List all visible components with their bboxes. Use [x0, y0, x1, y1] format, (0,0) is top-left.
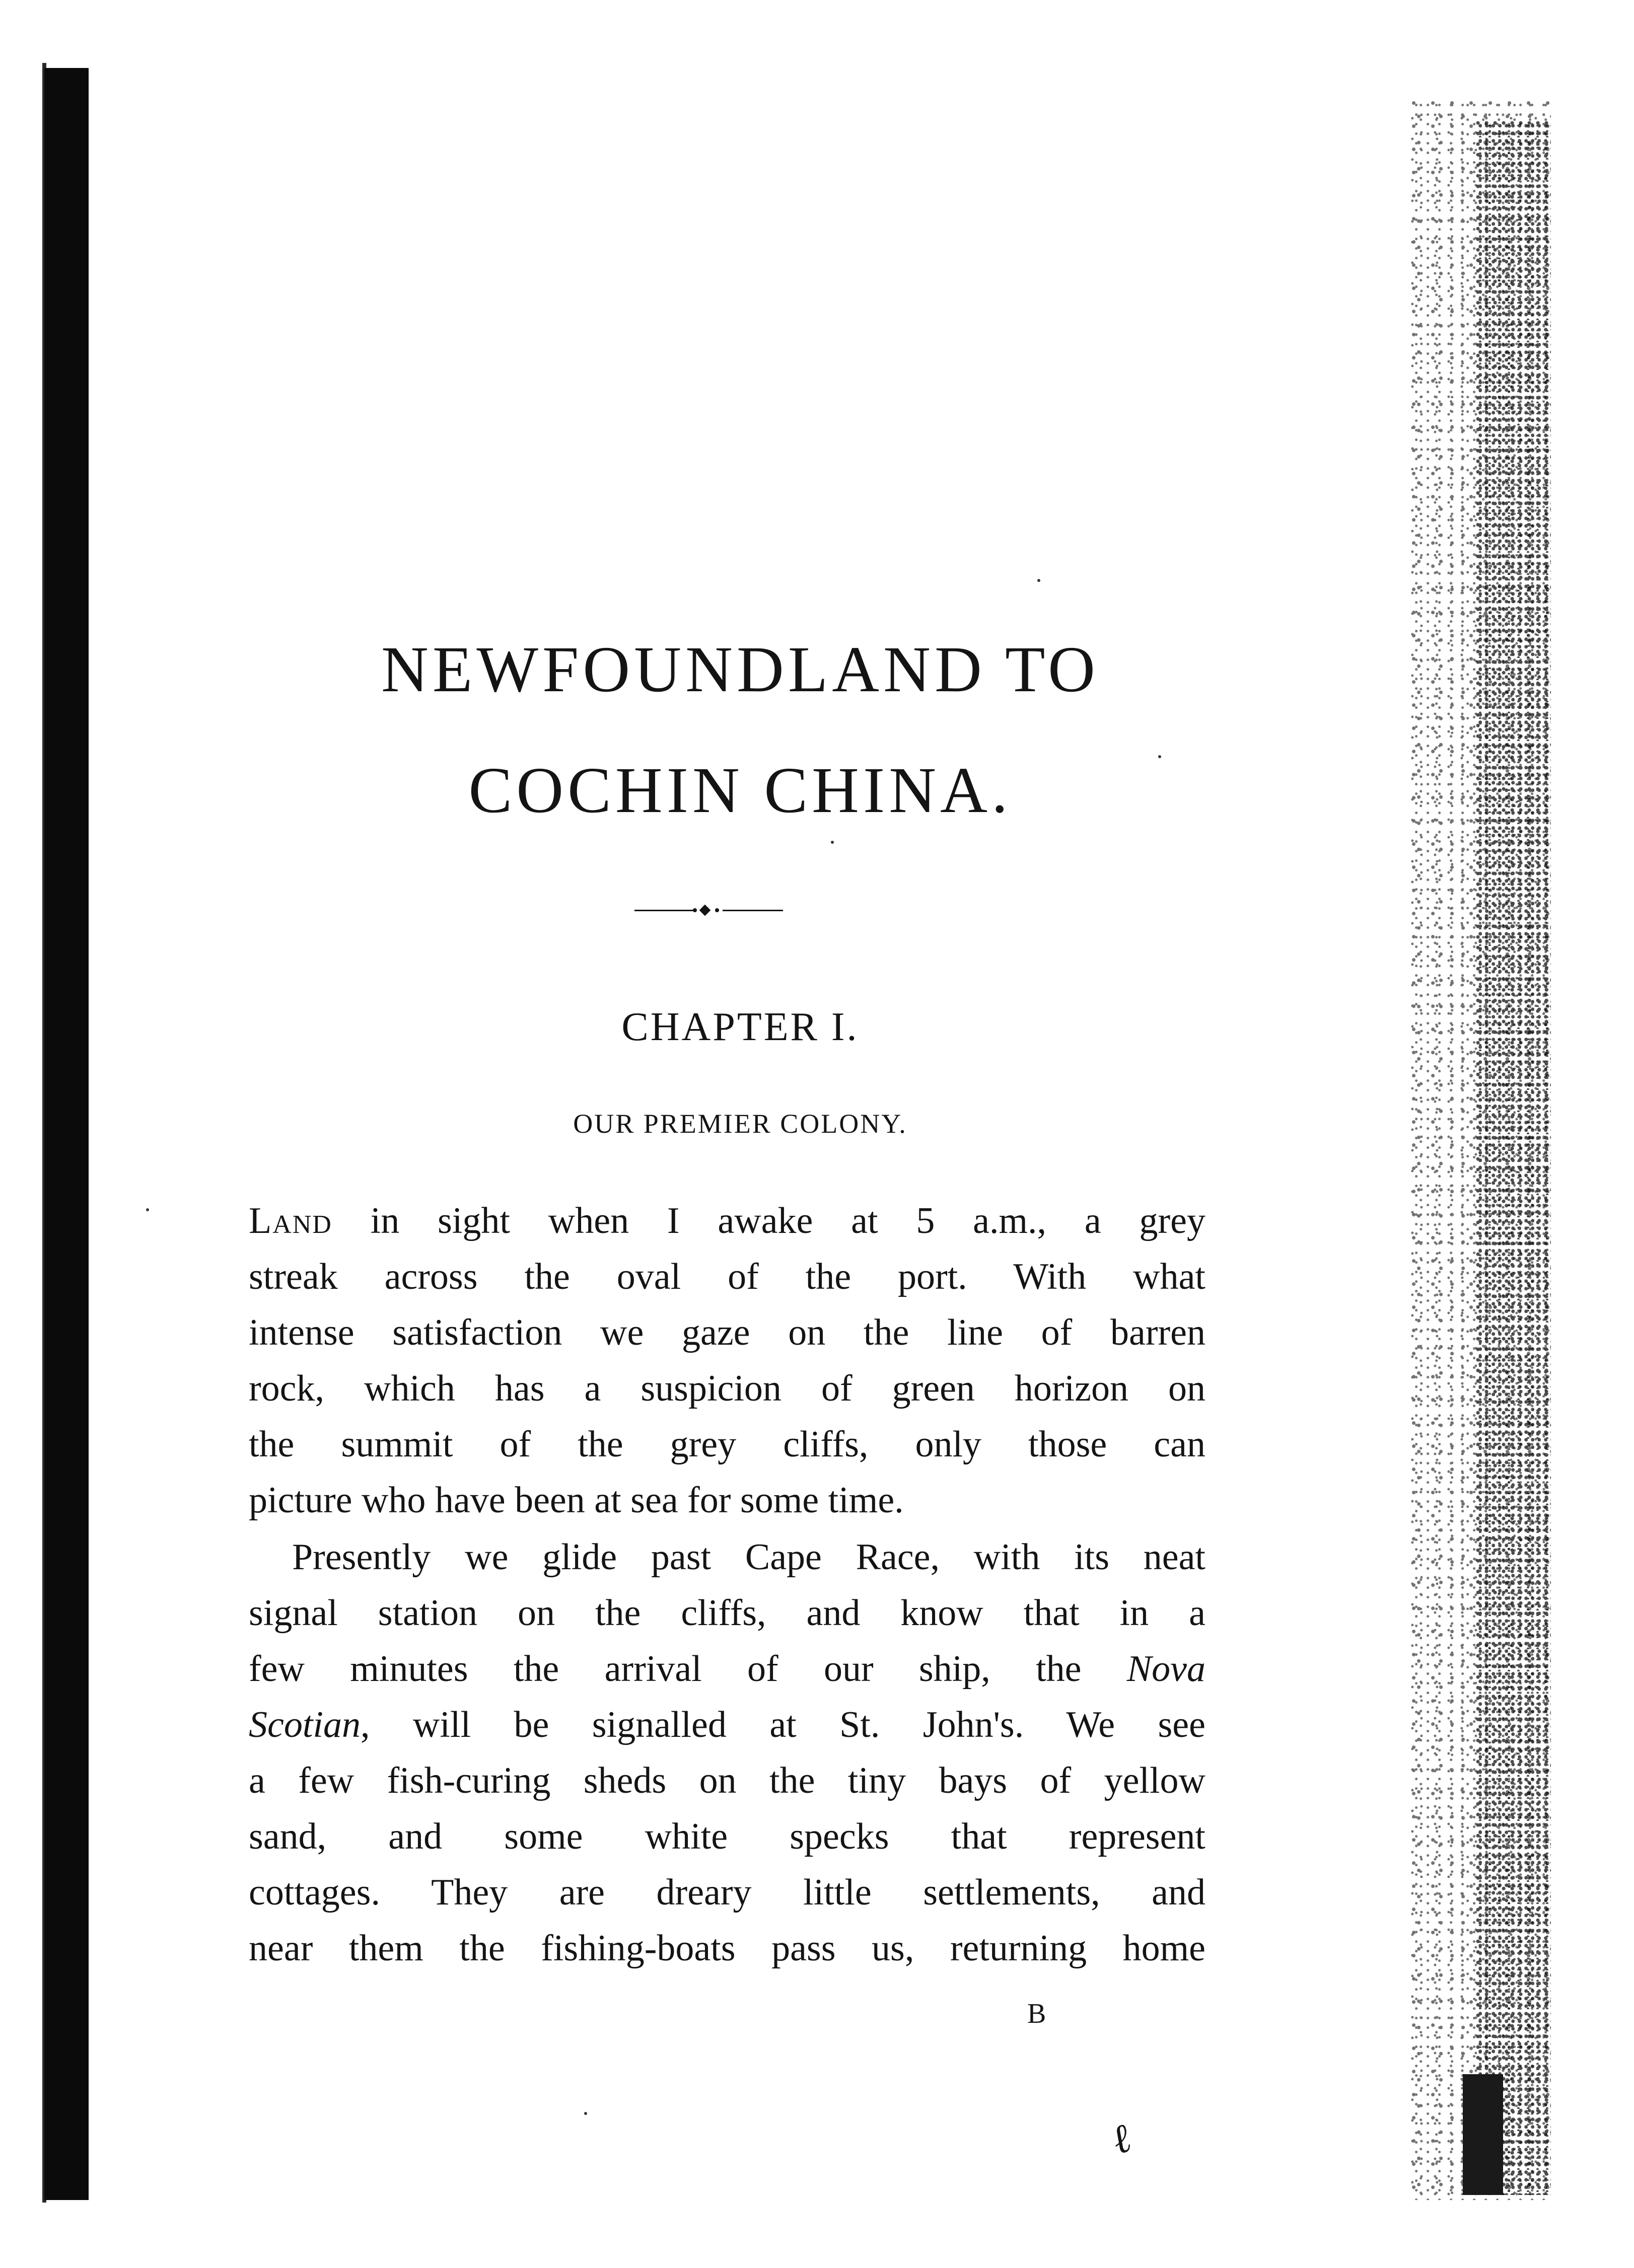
text-line: picture who have been at sea for some time. — [249, 1480, 904, 1521]
text-line: the summit of the grey cliffs, only those can — [249, 1424, 1205, 1465]
text-line: intense satisfaction we gaze on the line of barren — [249, 1312, 1205, 1353]
binding-shadow — [44, 68, 89, 2200]
text-line: signal station on the cliffs, and know that in a — [249, 1592, 1205, 1634]
chapter-subtitle: OUR PREMIER COLONY. — [573, 1109, 907, 1139]
text-line — [249, 1697, 1205, 1753]
ship-name-italic: Scotian — [249, 1704, 361, 1745]
stray-mark — [1037, 579, 1040, 582]
drop-word: Land — [249, 1200, 332, 1241]
text-line — [249, 1193, 1205, 1249]
stray-mark — [584, 2112, 587, 2115]
paragraph-2 — [249, 1529, 1205, 1977]
text-line: a few fish-curing sheds on the tiny bays of yellow — [249, 1760, 1205, 1801]
stray-mark — [146, 1208, 149, 1211]
pencil-scribble: ℓ — [1105, 2115, 1137, 2164]
page-edge-speckle-dense — [1475, 121, 1551, 2195]
book-title-line-1: NEWFOUNDLAND TO — [381, 633, 1099, 706]
text-line: Presently we glide past Cape Race, with its neat — [292, 1537, 1205, 1578]
book-title-line-2: COCHIN CHINA. — [468, 754, 1012, 827]
page-edge-dark-block — [1463, 2074, 1503, 2195]
title-ornament — [634, 907, 783, 913]
line-text: , will be signalled at St. John's. We see — [360, 1704, 1205, 1745]
signature-mark: B — [1027, 1998, 1046, 2029]
line-text: in sight when I awake at 5 a.m., a grey — [332, 1200, 1205, 1241]
text-line: cottages. They are dreary little settlements, and — [249, 1872, 1205, 1913]
text-line: sand, and some white specks that represent — [249, 1816, 1205, 1857]
ship-name-italic: Nova — [1126, 1648, 1205, 1690]
text-line: rock, which has a suspicion of green horizon on — [249, 1368, 1205, 1409]
chapter-heading: CHAPTER I. — [621, 1005, 859, 1049]
text-line: near them the fishing-boats pass us, returning home — [249, 1928, 1205, 1969]
paragraph-1 — [249, 1193, 1205, 1528]
line-text: few minutes the arrival of our ship, the — [249, 1648, 1127, 1690]
text-line: streak across the oval of the port. With what — [249, 1256, 1205, 1297]
text-line — [249, 1641, 1205, 1697]
stray-mark — [831, 841, 834, 844]
